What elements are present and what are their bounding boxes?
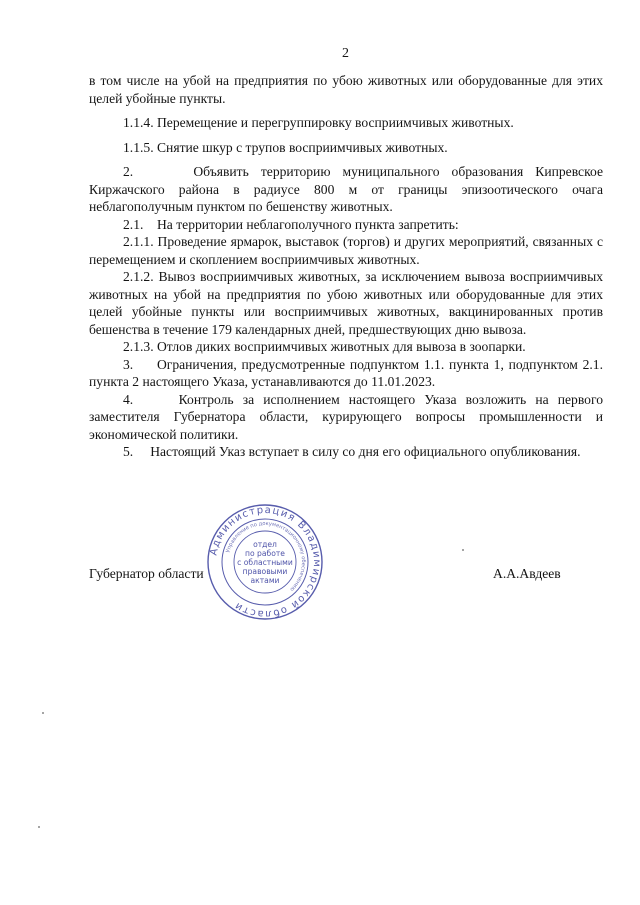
seal-center-line-1: отдел [253,540,277,549]
paragraph-1-1-3-continuation: в том числе на убой на предприятия по убою животных или оборудованные для этих целей убойные пункты. [89,73,603,106]
scan-speck [42,712,44,714]
scan-speck [38,826,40,828]
seal-center-line-5: актами [250,576,280,585]
seal-center-line-2: по работе [245,549,285,558]
paragraph-2-1-2: 2.1.2. Вывоз восприимчивых животных, за исключением вывоза восприимчивых животных на убой на предприятия по убою животных или оборудованные для этих целей убойные пункты или восприимчивых животных, вакцинированных против бешенства в течение 179 календарных дней, предшествующих дню вывоза. [89,269,603,337]
paragraph-2-1: 2.1. На территории неблагополучного пункта запретить: [123,216,459,232]
paragraph-2: 2. Объявить территорию муниципального образования Кипревское Киржачского района в радиусе 800 м от границы эпизоотического очага неблагополучным пунктом по бешенству животных. [89,164,603,214]
svg-text:Администрация Владимирской обл: Администрация Владимирской области [208,504,323,620]
paragraph-1-1-4: 1.1.4. Перемещение и перегруппировку восприимчивых животных. [123,115,514,130]
official-seal-stamp [205,502,325,622]
svg-text:Управление по документационном: Управление по документационному обеспечению [225,520,307,593]
paragraph-4: 4. Контроль за исполнением настоящего Указа возложить на первого заместителя Губернатора области, курирующего вопросы промышленности и экономической политики. [89,391,603,442]
signature-name: А.А.Авдеев [493,566,561,581]
page-number: 2 [342,46,349,61]
seal-center-line-4: правовыми [242,567,288,576]
seal-center-line-3: с областными [237,558,293,567]
document-body [89,72,603,461]
paragraph-5: 5. Настоящий Указ вступает в силу со дня его официального опубликования. [123,444,581,459]
paragraph-3: 3. Ограничения, предусмотренные подпунктом 1.1. пункта 1, подпунктом 2.1. пункта 2 настоящего Указа, устанавливаются до 11.01.2023. [89,356,603,389]
signature-position: Губернатор области [89,566,204,581]
paragraph-1-1-5: 1.1.5. Снятие шкур с трупов восприимчивых животных. [123,139,448,155]
scan-speck [462,549,464,551]
paragraph-2-1-1: 2.1.1. Проведение ярмарок, выставок (торгов) и других мероприятий, связанных с перемещением и скоплением восприимчивых животных. [89,234,603,267]
paragraph-2-1-3: 2.1.3. Отлов диких восприимчивых животных для вывоза в зоопарки. [123,339,526,354]
